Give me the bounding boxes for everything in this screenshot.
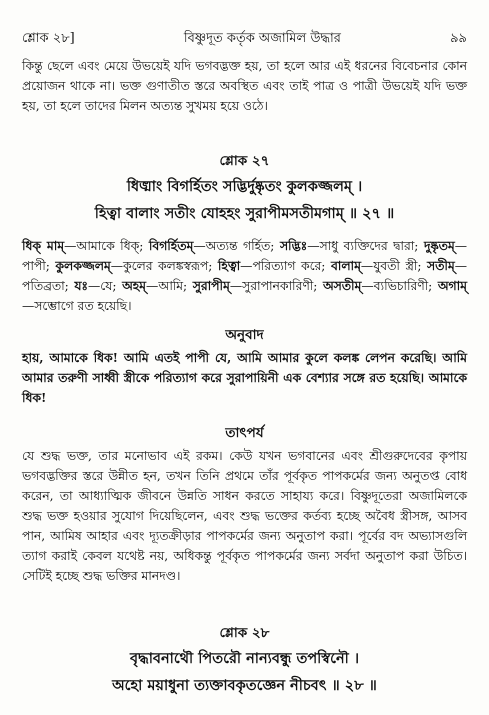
- synonym-term: অগাম্: [437, 278, 467, 293]
- word-for-word-synonyms: [22, 236, 467, 316]
- synonym-meaning: —পতিব্রতা;: [22, 259, 467, 293]
- verse-27-heading: শ্লোক ২৭: [219, 153, 270, 169]
- intro-paragraph: কিন্তু ছেলে এবং মেয়ে উভয়েই যদি ভগবদ্ভক্ত হয়, তা হলে আর এই ধরনের বিবেচনার কোন প্রয়োজন থাকে না। ভক্ত গুণাতীত স্তরে অবস্থিত এবং তাই পাত্র ও পাত্রী উভয়েই যদি ভক্ত হয়, তা হলে তাদের মিলন অত্যন্ত সুখময় হয়ে ওঠে।: [22, 59, 467, 113]
- synonym-meaning: —পরিত্যাগ করে;: [240, 259, 331, 273]
- header-verse-ref: শ্লোক ২৮]: [22, 31, 75, 46]
- verse-28-line-2: অহো ময়াধুনা ত্যক্তাবকৃতজ্ঞেন নীচবৎ ॥ ২৮ ॥: [112, 677, 377, 694]
- synonym-term: সুরাপীম্: [192, 278, 230, 293]
- synonym-meaning: —পাপী;: [22, 239, 467, 273]
- page-number: ৯৯: [450, 31, 467, 46]
- synonym-meaning: —ব্যভিচারিণী;: [361, 279, 438, 293]
- synonym-term: দুষ্কৃতম্: [423, 238, 455, 253]
- verse-28-heading: শ্লোক ২৮: [219, 625, 270, 641]
- synonym-meaning: —আমি;: [146, 279, 193, 293]
- verse-27-line-2: হিত্বা বালাং সতীং যোহহং সুরাপীমসতীমগাম্ ॥ ২৭ ॥: [94, 205, 395, 222]
- synonym-term: সদ্ভিঃ: [279, 238, 308, 253]
- synonym-term: অসতীম্: [323, 278, 362, 293]
- synonym-term: বালাম্: [330, 258, 361, 273]
- page-header: [22, 30, 467, 48]
- synonym-meaning: —যে;: [87, 279, 123, 293]
- synonym-term: যঃ: [74, 278, 88, 293]
- translation-text: হায়, আমাকে ধিক! আমি এতই পাপী যে, আমি আমার কুলে কলঙ্ক লেপন করেছি। আমি আমার তরুণী সাধ্বী স্ত্রীকে পরিত্যাগ করে সুরাপায়িনী এক বেশ্যার সঙ্গে রত হয়েছি। আমাকে ধিক!: [22, 350, 467, 405]
- verse-27-line-1: ধিঙ্মাং বিগর্হিতং সদ্ভির্দুষ্কৃতং কুলকজ্জলম্ ।: [126, 178, 363, 195]
- purport-heading: তাৎপর্য: [225, 425, 264, 441]
- synonym-meaning: —কুলের কলঙ্কস্বরূপ;: [110, 259, 218, 273]
- synonym-meaning: —আমাকে ধিক্;: [64, 239, 149, 253]
- verse-28-line-1: বৃদ্ধাবনাথৌ পিতরৌ নান্যবন্ধু তপস্বিনৌ ।: [130, 650, 359, 667]
- header-chapter-title: বিষ্ণুদূত কর্তৃক অজামিল উদ্ধার: [183, 31, 341, 46]
- synonym-term: হিত্বা: [217, 258, 241, 273]
- purport-text: যে শুদ্ধ ভক্ত, তার মনোভাব এই রকম। কেউ যখন ভগবানের এবং শ্রীগুরুদেবের কৃপায় ভগবদ্ভক্তির স্তরে উন্নীত হন, তখন তিনি প্রথমে তাঁর পূর্বকৃত পাপকর্মের জন্য অনুতপ্ত বোধ করেন, তা আধ্যাত্মিক জীবনে উন্নতি সাধন করতে সাহায্য করে। বিষ্ণুদূতেরা অজামিলকে শুদ্ধ ভক্ত হওয়ার সুযোগ দিয়েছিলেন, এবং শুদ্ধ ভক্তের কর্তব্য হচ্ছে অবৈধ স্ত্রীসঙ্গ, আসব পান, আমিষ আহার এবং দ্যূতক্রীড়ার পাপকর্মের জন্য অনুতাপ করা। পূর্বের বদ অভ্যাসগুলি ত্যাগ করাই কেবল যথেষ্ট নয়, অধিকন্তু পূর্বকৃত পাপকর্মের জন্য সর্বদা অনুতাপ করা উচিত। সেটিই হচ্ছে শুদ্ধ ভক্তির মানদণ্ড।: [22, 449, 467, 583]
- synonym-term: কুলকজ্জলম্: [55, 258, 111, 273]
- synonym-meaning: —যুবতী স্ত্রী;: [360, 259, 427, 273]
- translation-heading: অনুবাদ: [225, 327, 264, 343]
- synonym-term: ধিক্ মাম্: [22, 238, 65, 253]
- synonym-meaning: —সাধু ব্যক্তিদের দ্বারা;: [307, 239, 424, 253]
- synonym-meaning: —সম্ভোগে রত হয়েছি।: [22, 299, 132, 313]
- synonym-term: অহম্: [122, 278, 147, 293]
- synonym-term: বিগর্হিতম্: [148, 238, 194, 253]
- synonym-meaning: —সুরাপানকারিণী;: [229, 279, 323, 293]
- synonym-meaning: —অত্যন্ত গর্হিত;: [193, 239, 280, 253]
- synonym-term: সতীম্: [426, 258, 455, 273]
